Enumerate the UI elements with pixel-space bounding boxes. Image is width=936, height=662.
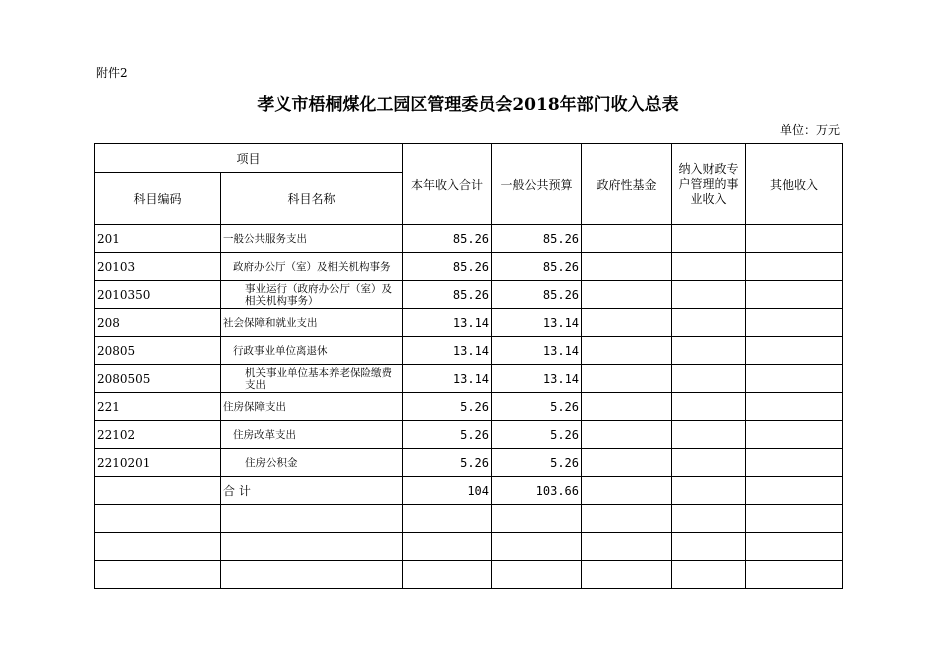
- row-other: [746, 337, 843, 365]
- attachment-label: 附件2: [96, 66, 128, 80]
- row-other: [746, 449, 843, 477]
- row-name: 机关事业单位基本养老保险缴费支出: [221, 365, 403, 393]
- row-total: 5.26: [403, 421, 492, 449]
- row-special-account: [672, 309, 746, 337]
- empty-row: [95, 561, 843, 589]
- row-code: 2210201: [95, 449, 221, 477]
- row-special-account: [672, 365, 746, 393]
- row-gov-fund: [582, 393, 672, 421]
- row-code: 201: [95, 225, 221, 253]
- table-row: [95, 225, 843, 253]
- row-general: 5.26: [492, 449, 582, 477]
- total-code: [95, 477, 221, 505]
- row-general: 5.26: [492, 393, 582, 421]
- row-gov-fund: [582, 365, 672, 393]
- row-gov-fund: [582, 309, 672, 337]
- row-name: 事业运行（政府办公厅（室）及相关机构事务）: [221, 281, 403, 309]
- row-name: 住房公积金: [221, 449, 403, 477]
- total-gov-fund: [582, 477, 672, 505]
- total-label: 合 计: [221, 477, 403, 505]
- row-total: 85.26: [403, 225, 492, 253]
- header-project: 项目: [95, 144, 403, 173]
- revenue-table: [94, 143, 843, 589]
- row-name: 一般公共服务支出: [221, 225, 403, 253]
- row-special-account: [672, 281, 746, 309]
- table-row: [95, 337, 843, 365]
- row-other: [746, 225, 843, 253]
- row-name: 政府办公厅（室）及相关机构事务: [221, 253, 403, 281]
- row-general: 13.14: [492, 365, 582, 393]
- row-general: 13.14: [492, 337, 582, 365]
- table-row: [95, 309, 843, 337]
- row-code: 2010350: [95, 281, 221, 309]
- row-other: [746, 253, 843, 281]
- row-general: 5.26: [492, 421, 582, 449]
- row-gov-fund: [582, 337, 672, 365]
- header-total: 本年收入合计: [403, 144, 492, 225]
- empty-row: [95, 505, 843, 533]
- header-gov-fund: 政府性基金: [582, 144, 672, 225]
- header-general-budget: 一般公共预算: [492, 144, 582, 225]
- row-total: 5.26: [403, 393, 492, 421]
- total-special-account: [672, 477, 746, 505]
- total-row: [95, 477, 843, 505]
- row-special-account: [672, 421, 746, 449]
- row-special-account: [672, 337, 746, 365]
- row-total: 5.26: [403, 449, 492, 477]
- table-row: [95, 449, 843, 477]
- header-name: 科目名称: [221, 173, 403, 225]
- table-row: [95, 253, 843, 281]
- row-general: 85.26: [492, 253, 582, 281]
- row-total: 85.26: [403, 253, 492, 281]
- page-title: 孝义市梧桐煤化工园区管理委员会2018年部门收入总表: [257, 95, 679, 115]
- row-name: 住房改革支出: [221, 421, 403, 449]
- unit-label: 单位：万元: [779, 123, 840, 137]
- header-code: 科目编码: [95, 173, 221, 225]
- row-code: 20805: [95, 337, 221, 365]
- row-gov-fund: [582, 281, 672, 309]
- row-special-account: [672, 393, 746, 421]
- total-other: [746, 477, 843, 505]
- row-special-account: [672, 225, 746, 253]
- row-code: 20103: [95, 253, 221, 281]
- header-other: 其他收入: [746, 144, 843, 225]
- row-special-account: [672, 449, 746, 477]
- table-row: [95, 421, 843, 449]
- row-general: 13.14: [492, 309, 582, 337]
- total-sum: 104: [403, 477, 492, 505]
- row-general: 85.26: [492, 225, 582, 253]
- row-other: [746, 421, 843, 449]
- row-total: 85.26: [403, 281, 492, 309]
- row-total: 13.14: [403, 365, 492, 393]
- row-name: 住房保障支出: [221, 393, 403, 421]
- empty-row: [95, 533, 843, 561]
- row-special-account: [672, 253, 746, 281]
- row-code: 2080505: [95, 365, 221, 393]
- row-gov-fund: [582, 421, 672, 449]
- row-name: 社会保障和就业支出: [221, 309, 403, 337]
- row-other: [746, 365, 843, 393]
- row-other: [746, 393, 843, 421]
- row-name: 行政事业单位离退休: [221, 337, 403, 365]
- row-code: 221: [95, 393, 221, 421]
- row-total: 13.14: [403, 337, 492, 365]
- row-gov-fund: [582, 449, 672, 477]
- row-gov-fund: [582, 225, 672, 253]
- row-code: 22102: [95, 421, 221, 449]
- row-general: 85.26: [492, 281, 582, 309]
- row-other: [746, 281, 843, 309]
- row-other: [746, 309, 843, 337]
- header-special-account: 纳入财政专户管理的事业收入: [672, 144, 746, 225]
- table-row: [95, 281, 843, 309]
- row-total: 13.14: [403, 309, 492, 337]
- table-row: [95, 393, 843, 421]
- table-row: [95, 365, 843, 393]
- total-general: 103.66: [492, 477, 582, 505]
- row-code: 208: [95, 309, 221, 337]
- row-gov-fund: [582, 253, 672, 281]
